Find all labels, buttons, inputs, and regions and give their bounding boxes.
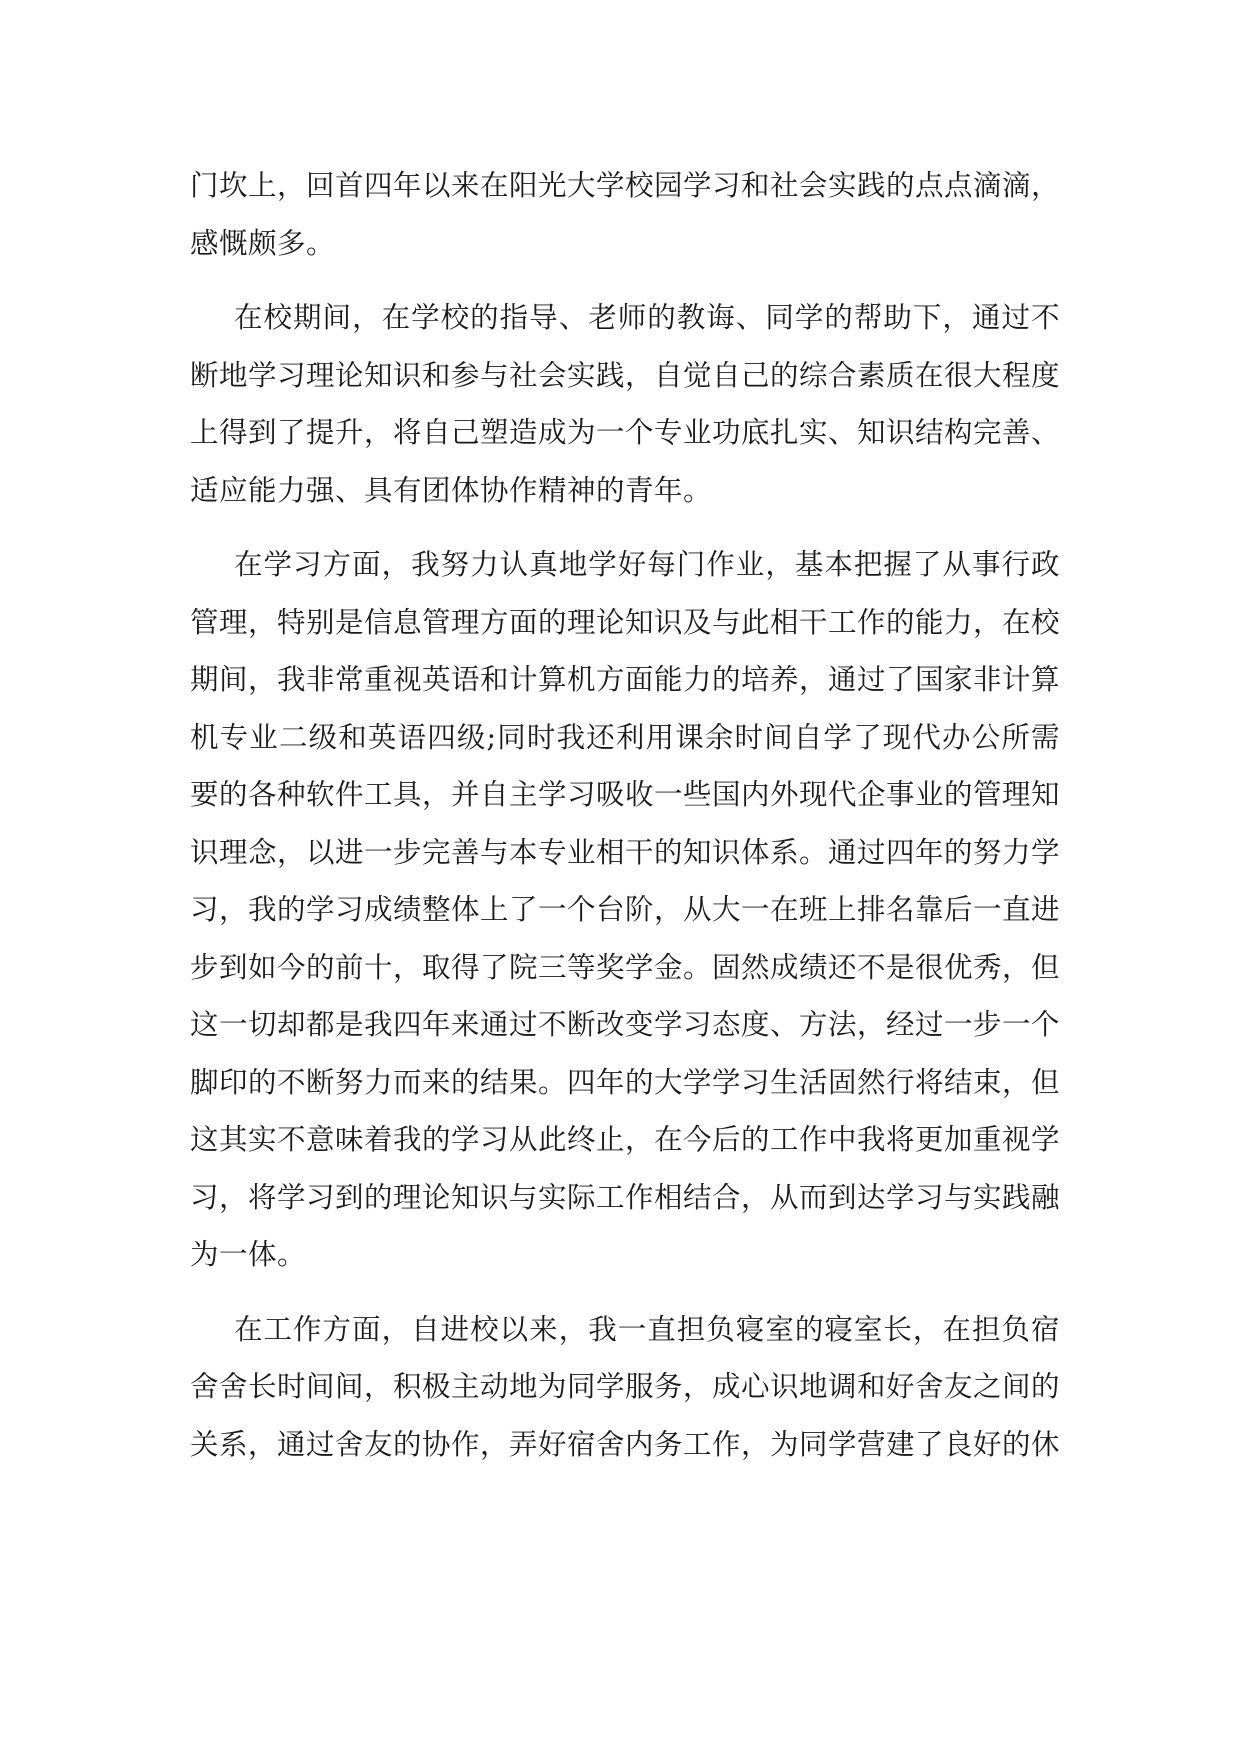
text-line: 管理，特别是信息管理方面的理论知识及与此相干工作的能力，在校 xyxy=(190,605,1060,639)
text-line: 机专业二级和英语四级;同时我还利用课余时间自学了现代办公所需 xyxy=(190,720,1060,754)
text-line: 习，将学习到的理论知识与实际工作相结合，从而到达学习与实践融 xyxy=(190,1180,1060,1214)
document-body xyxy=(190,157,1060,1473)
text-line: 期间，我非常重视英语和计算机方面能力的培养，通过了国家非计算 xyxy=(190,663,1060,696)
paragraph xyxy=(190,157,1060,272)
text-line: 习，我的学习成绩整体上了一个台阶，从大一在班上排名靠后一直进 xyxy=(190,893,1060,926)
text-line: 在学习方面，我努力认真地学好每门作业，基本把握了从事行政 xyxy=(234,548,1060,581)
text-line: 脚印的不断努力而来的结果。四年的大学学习生活固然行将结束，但 xyxy=(190,1065,1060,1099)
text-line: 在校期间，在学校的指导、老师的教诲、同学的帮助下，通过不 xyxy=(234,301,1060,334)
paragraph xyxy=(190,1301,1060,1474)
text-line: 断地学习理论知识和参与社会实践，自觉自己的综合素质在很大程度 xyxy=(190,358,1060,392)
text-line: 识理念，以进一步完善与本专业相干的知识体系。通过四年的努力学 xyxy=(190,835,1060,869)
text-line: 在工作方面，自进校以来，我一直担负寝室的寝室长，在担负宿 xyxy=(234,1312,1060,1346)
text-line: 要的各种软件工具，并自主学习吸收一些国内外现代企事业的管理知 xyxy=(190,778,1060,811)
text-line: 感慨颇多。 xyxy=(190,226,336,260)
text-line: 舍舍长时间间，积极主动地为同学服务，成心识地调和好舍友之间的 xyxy=(190,1370,1060,1403)
text-line: 这一切却都是我四年来通过不断改变学习态度、方法，经过一步一个 xyxy=(190,1008,1060,1041)
text-line: 步到如今的前十，取得了院三等奖学金。固然成绩还不是很优秀，但 xyxy=(190,950,1060,984)
text-line: 为一体。 xyxy=(190,1238,307,1271)
text-line: 这其实不意味着我的学习从此终止，在今后的工作中我将更加重视学 xyxy=(190,1123,1060,1156)
text-line: 关系，通过舍友的协作，弄好宿舍内务工作，为同学营建了良好的休 xyxy=(190,1427,1060,1461)
paragraph xyxy=(190,536,1060,1284)
text-line: 适应能力强、具有团体协作精神的青年。 xyxy=(190,473,713,507)
text-line: 上得到了提升，将自己塑造成为一个专业功底扎实、知识结构完善、 xyxy=(190,416,1060,449)
paragraph xyxy=(190,289,1060,519)
text-line: 门坎上，回首四年以来在阳光大学校园学习和社会实践的点点滴滴， xyxy=(190,169,1060,202)
